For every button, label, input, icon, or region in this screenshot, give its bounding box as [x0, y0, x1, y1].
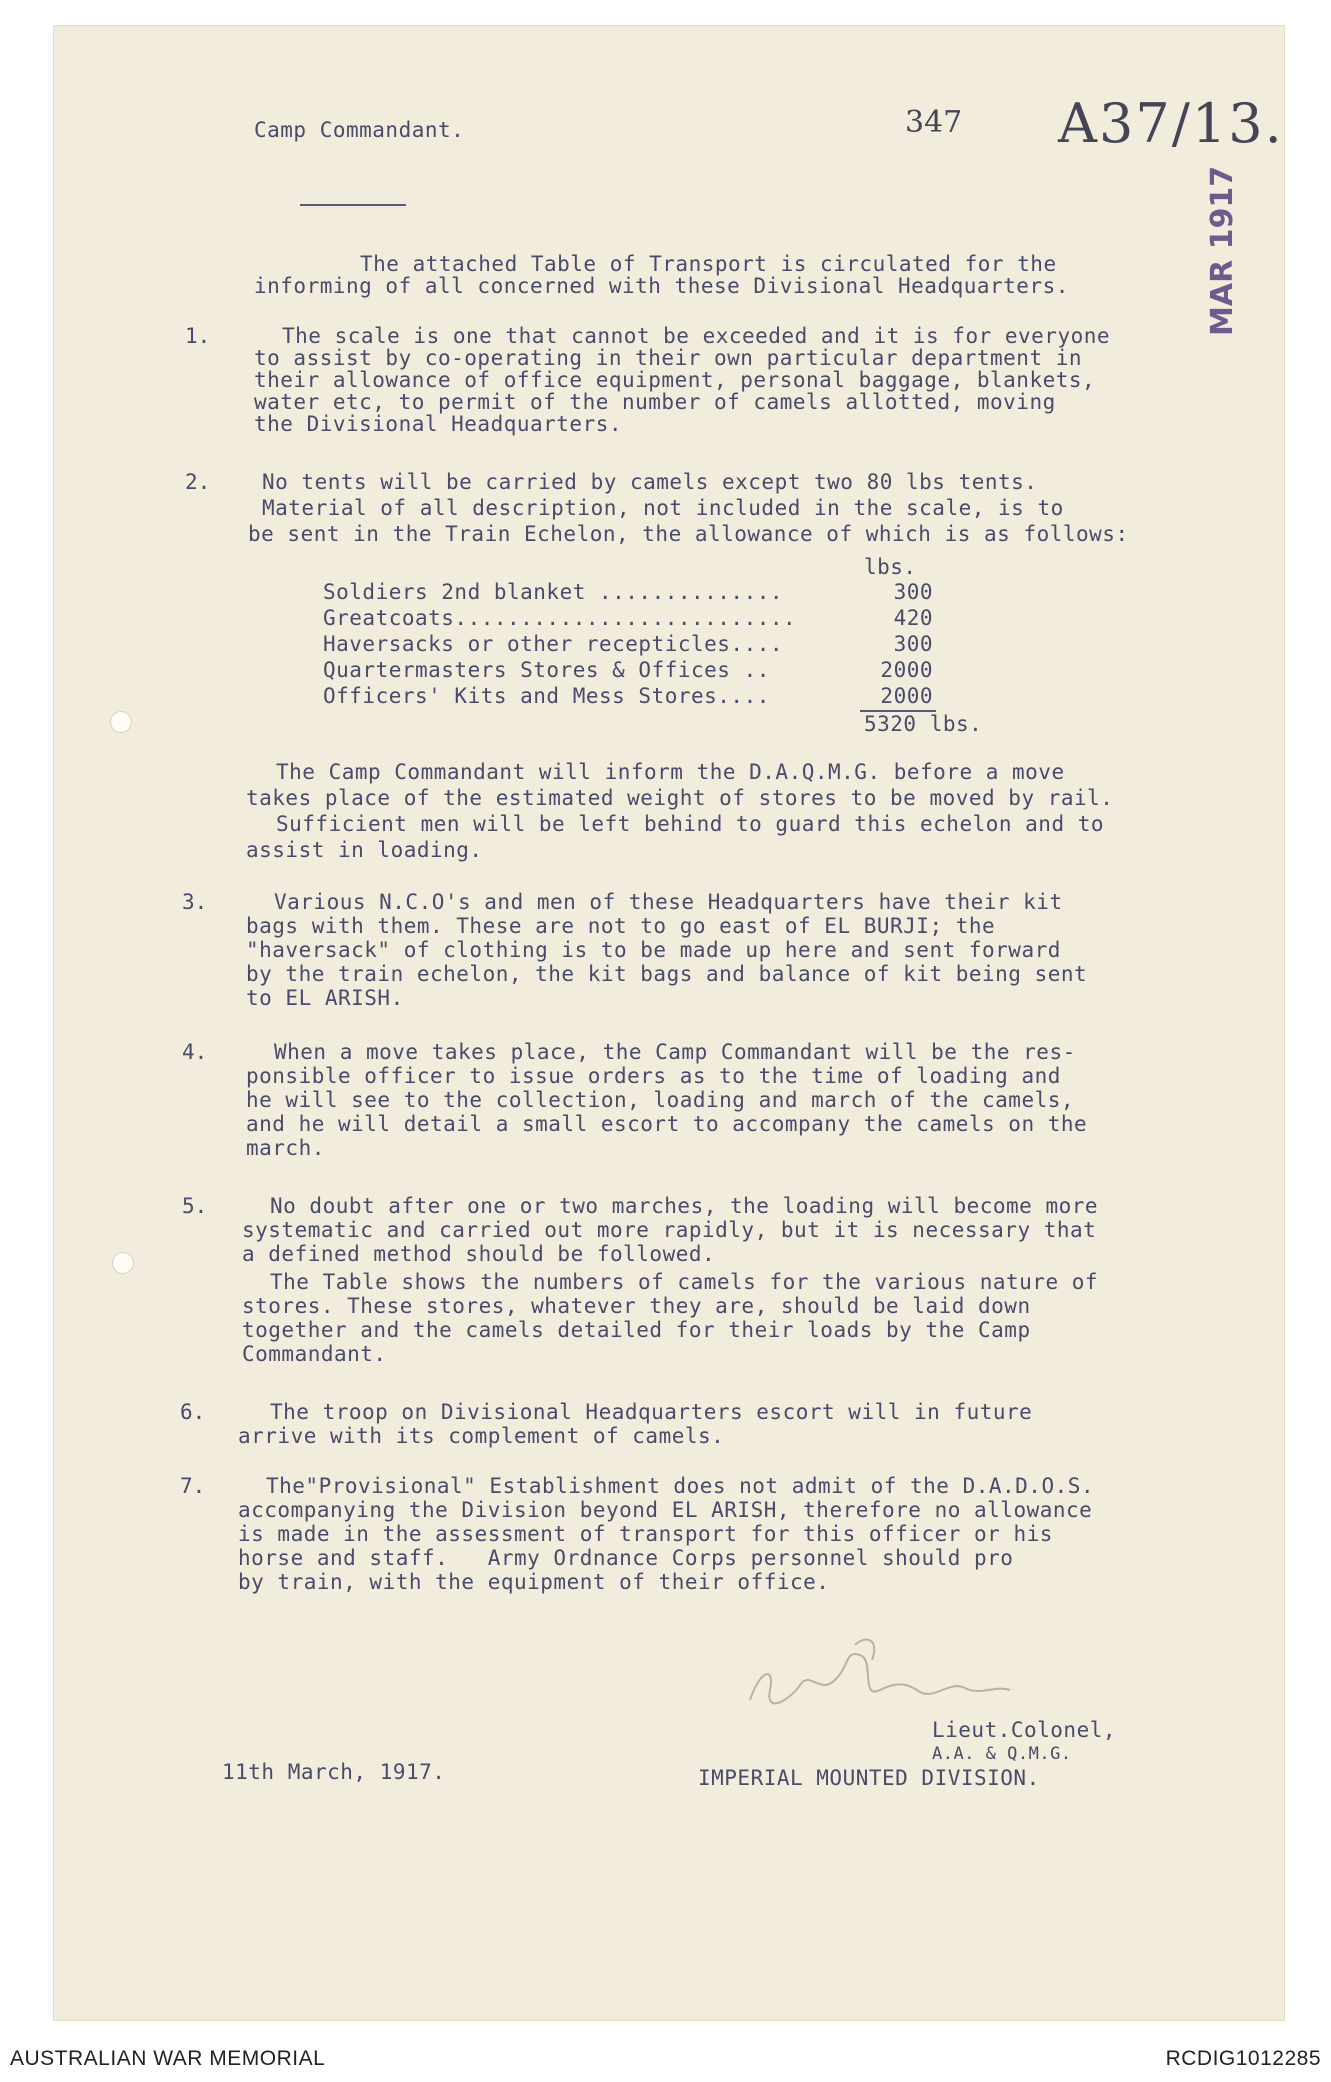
handwritten-number: 347: [905, 105, 963, 140]
date-stamp: MAR 1917: [1205, 165, 1240, 336]
paragraph-2-continued-line: takes place of the estimated weight of stores to be moved by rail.: [246, 786, 1114, 810]
paragraph-3-line: "haversack" of clothing is to be made up here and sent forward: [246, 938, 1061, 962]
paragraph-7-line: horse and staff. Army Ordnance Corps personnel should pro: [238, 1546, 1014, 1570]
paragraph-4-line: ponsible officer to issue orders as to the time of loading and: [246, 1064, 1061, 1088]
table-item: Soldiers 2nd blanket ..............: [323, 580, 784, 604]
paragraph-6-line: arrive with its complement of camels.: [238, 1424, 725, 1448]
table-item: Haversacks or other recepticles....: [323, 632, 784, 656]
paragraph-2-continued-line: assist in loading.: [246, 838, 483, 862]
paragraph-7-line: The"Provisional" Establishment does not admit of the D.A.D.O.S.: [266, 1474, 1095, 1498]
table-total: 5320 lbs.: [864, 712, 983, 736]
table-item: Greatcoats..........................: [323, 606, 797, 630]
paragraph-7-line: accompanying the Division beyond EL ARISH, therefore no allowance: [238, 1498, 1093, 1522]
paragraph-5-line: a defined method should be followed.: [242, 1242, 716, 1266]
punch-hole: [112, 1252, 134, 1274]
paragraph-3-line: Various N.C.O's and men of these Headquarters have their kit: [274, 890, 1063, 914]
paragraph-5-line: Commandant.: [242, 1342, 387, 1366]
table-value: 420: [893, 606, 933, 630]
paragraph-4-line: march.: [246, 1136, 325, 1160]
paragraph-1-line: their allowance of office equipment, personal baggage, blankets,: [254, 368, 1096, 392]
table-value: 2000: [880, 684, 933, 708]
paragraph-1-line: water etc, to permit of the number of camels allotted, moving: [254, 390, 1056, 414]
paragraph-6-line: The troop on Divisional Headquarters escort will in future: [270, 1400, 1033, 1424]
paragraph-number: 6.: [180, 1400, 206, 1424]
signature-appointment: A.A. & Q.M.G.: [932, 1744, 1072, 1764]
paragraph-number: 4.: [182, 1040, 208, 1064]
paragraph-number: 5.: [182, 1194, 208, 1218]
paragraph-4-line: and he will detail a small escort to accompany the camels on the: [246, 1112, 1088, 1136]
footer-archive-name: AUSTRALIAN WAR MEMORIAL: [10, 2047, 326, 2070]
signature-rank: Lieut.Colonel,: [932, 1718, 1117, 1742]
paragraph-4-line: When a move takes place, the Camp Commandant will be the res-: [274, 1040, 1076, 1064]
paragraph-4-line: he will see to the collection, loading and march of the camels,: [246, 1088, 1075, 1112]
document-date: 11th March, 1917.: [222, 1760, 446, 1784]
signature-image: [740, 1630, 1080, 1720]
intro-line-2: informing of all concerned with these Divisional Headquarters.: [254, 274, 1069, 298]
punch-hole: [110, 711, 132, 733]
paragraph-7-line: is made in the assessment of transport for this officer or his: [238, 1522, 1053, 1546]
table-value: 300: [893, 632, 933, 656]
table-item: Quartermasters Stores & Offices ..: [323, 658, 770, 682]
paragraph-number: 1.: [185, 324, 211, 348]
paragraph-3-line: to EL ARISH.: [246, 986, 404, 1010]
intro-line-1: The attached Table of Transport is circulated for the: [360, 252, 1057, 276]
table-unit-header: lbs.: [864, 555, 917, 579]
paragraph-3-line: bags with them. These are not to go east of EL BURJI; the: [246, 914, 996, 938]
paragraph-5-line: systematic and carried out more rapidly, but it is necessary that: [242, 1218, 1097, 1242]
paragraph-3-line: by the train echelon, the kit bags and balance of kit being sent: [246, 962, 1088, 986]
paragraph-1-line: The scale is one that cannot be exceeded and it is for everyone: [282, 324, 1111, 348]
table-value: 300: [893, 580, 933, 604]
paragraph-2-line: be sent in the Train Echelon, the allowance of which is as follows:: [248, 522, 1129, 546]
addressee-heading: Camp Commandant.: [254, 118, 465, 142]
paragraph-number: 3.: [182, 890, 208, 914]
paragraph-number: 7.: [180, 1474, 206, 1498]
footer-item-id: RCDIG1012285: [1165, 2047, 1321, 2070]
heading-underline: [300, 204, 406, 206]
signature-unit: IMPERIAL MOUNTED DIVISION.: [698, 1766, 1040, 1790]
paragraph-2-continued-line: The Camp Commandant will inform the D.A.Q.M.G. before a move: [276, 760, 1065, 784]
paragraph-5-line: stores. These stores, whatever they are, should be laid down: [242, 1294, 1031, 1318]
paragraph-5-line: together and the camels detailed for their loads by the Camp: [242, 1318, 1031, 1342]
paragraph-2-line: No tents will be carried by camels except two 80 lbs tents.: [262, 470, 1038, 494]
paragraph-7-line: by train, with the equipment of their office.: [238, 1570, 830, 1594]
table-value: 2000: [880, 658, 933, 682]
paragraph-5-line: The Table shows the numbers of camels for the various nature of: [270, 1270, 1099, 1294]
table-item: Officers' Kits and Mess Stores....: [323, 684, 770, 708]
paragraph-2-continued-line: Sufficient men will be left behind to guard this echelon and to: [276, 812, 1105, 836]
paragraph-1-line: the Divisional Headquarters.: [254, 412, 623, 436]
paragraph-5-line: No doubt after one or two marches, the loading will become more: [270, 1194, 1099, 1218]
paragraph-number: 2.: [185, 470, 211, 494]
paragraph-1-line: to assist by co-operating in their own particular department in: [254, 346, 1083, 370]
handwritten-file-reference: A37/13.: [1058, 92, 1284, 155]
paragraph-2-line: Material of all description, not included in the scale, is to: [262, 496, 1064, 520]
